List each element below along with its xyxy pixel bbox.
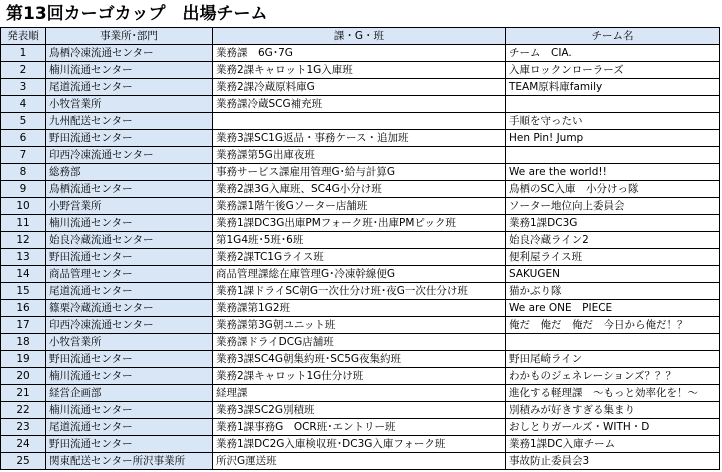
table-row <box>1 96 720 113</box>
order-cell: 3 <box>1 79 46 96</box>
office-cell: 野田流通センター <box>46 436 213 453</box>
office-cell: 尾道流通センター <box>46 283 213 300</box>
office-cell: 小牧営業所 <box>46 96 213 113</box>
header-section: 課・G・班 <box>213 28 506 45</box>
team-name-cell: 便利屋ライス班 <box>506 249 720 266</box>
table-row <box>1 385 720 402</box>
order-cell: 6 <box>1 130 46 147</box>
order-cell: 23 <box>1 419 46 436</box>
section-cell: 業務課 6G･7G <box>213 45 506 62</box>
order-cell: 1 <box>1 45 46 62</box>
table-header-row <box>1 28 720 45</box>
section-cell: 所沢G運送班 <box>213 453 506 470</box>
office-cell: 九州配送センター <box>46 113 213 130</box>
order-cell: 16 <box>1 300 46 317</box>
order-cell: 9 <box>1 181 46 198</box>
table-row <box>1 300 720 317</box>
section-cell: 業務課1階午後Gソーター店舗班 <box>213 198 506 215</box>
table-row <box>1 283 720 300</box>
order-cell: 25 <box>1 453 46 470</box>
section-cell: 業務2課キャロット1G仕分け班 <box>213 368 506 385</box>
order-cell: 8 <box>1 164 46 181</box>
team-name-cell: おしとりガールズ・WITH・D <box>506 419 720 436</box>
table-row <box>1 334 720 351</box>
team-name-cell: 手順を守ったい <box>506 113 720 130</box>
order-cell: 19 <box>1 351 46 368</box>
office-cell: 小野営業所 <box>46 198 213 215</box>
section-cell: 経理課 <box>213 385 506 402</box>
office-cell: 経営企画部 <box>46 385 213 402</box>
table-row <box>1 198 720 215</box>
order-cell: 5 <box>1 113 46 130</box>
office-cell: 関東配送センター所沢事業所 <box>46 453 213 470</box>
office-cell: 尾道流通センター <box>46 79 213 96</box>
team-name-cell: ソーター地位向上委員会 <box>506 198 720 215</box>
order-cell: 22 <box>1 402 46 419</box>
office-cell: 商品管理センター <box>46 266 213 283</box>
table-row <box>1 45 720 62</box>
header-team-name: チーム名 <box>506 28 720 45</box>
table-row <box>1 130 720 147</box>
section-cell: 業務2課キャロット1G入庫班 <box>213 62 506 79</box>
section-cell: 第1G4班･5班･6班 <box>213 232 506 249</box>
team-name-cell: 業務1課DC3G <box>506 215 720 232</box>
office-cell: 尾道流通センター <box>46 419 213 436</box>
office-cell: 楠川流通センター <box>46 62 213 79</box>
team-name-cell <box>506 96 720 113</box>
team-name-cell: 鳥栖のSC入庫 小分けっ隊 <box>506 181 720 198</box>
table-row <box>1 453 720 470</box>
section-cell: 事務サービス課雇用管理G･給与計算G <box>213 164 506 181</box>
team-name-cell: 野田尾崎ライン <box>506 351 720 368</box>
order-cell: 18 <box>1 334 46 351</box>
table-row <box>1 147 720 164</box>
office-cell: 楠川流通センター <box>46 215 213 232</box>
team-name-cell: SAKUGEN <box>506 266 720 283</box>
order-cell: 10 <box>1 198 46 215</box>
table-row <box>1 317 720 334</box>
team-name-cell <box>506 147 720 164</box>
section-cell: 業務1課事務G OCR班･エントリー班 <box>213 419 506 436</box>
section-cell: 業務3課SC2G別積班 <box>213 402 506 419</box>
order-cell: 12 <box>1 232 46 249</box>
office-cell: 印西冷凍流通センター <box>46 147 213 164</box>
section-cell: 業務1課ドライSC朝G一次仕分け班･夜G一次仕分け班 <box>213 283 506 300</box>
order-cell: 11 <box>1 215 46 232</box>
section-cell: 業務2課3G入庫班、SC4G小分け班 <box>213 181 506 198</box>
office-cell: 鳥栖流通センター <box>46 181 213 198</box>
section-cell: 業務課第3G朝ユニット班 <box>213 317 506 334</box>
team-name-cell: 事故防止委員会3 <box>506 453 720 470</box>
order-cell: 2 <box>1 62 46 79</box>
order-cell: 13 <box>1 249 46 266</box>
order-cell: 24 <box>1 436 46 453</box>
section-cell: 業務課ドライDCG店舗班 <box>213 334 506 351</box>
team-name-cell: 俺だ 俺だ 俺だ 今日から俺だ！？ <box>506 317 720 334</box>
team-name-cell: 別積みが好きすぎる集まり <box>506 402 720 419</box>
table-row <box>1 215 720 232</box>
order-cell: 4 <box>1 96 46 113</box>
office-cell: 野田流通センター <box>46 130 213 147</box>
section-cell: 業務3課SC1G返品・事務ケース・追加班 <box>213 130 506 147</box>
teams-table <box>0 27 720 470</box>
order-cell: 17 <box>1 317 46 334</box>
office-cell: 印西冷凍流通センター <box>46 317 213 334</box>
order-cell: 7 <box>1 147 46 164</box>
section-cell: 業務課第5G出庫夜班 <box>213 147 506 164</box>
order-cell: 14 <box>1 266 46 283</box>
table-row <box>1 266 720 283</box>
order-cell: 20 <box>1 368 46 385</box>
team-name-cell: We are the world!! <box>506 164 720 181</box>
office-cell: 楠川流通センター <box>46 402 213 419</box>
office-cell: 始良冷蔵流通センター <box>46 232 213 249</box>
table-row <box>1 249 720 266</box>
team-name-cell <box>506 334 720 351</box>
header-order: 発表順 <box>1 28 46 45</box>
section-cell: 業務2課冷蔵原料庫G <box>213 79 506 96</box>
table-row <box>1 164 720 181</box>
page-title: 第13回カーゴカップ 出場チーム <box>6 4 268 24</box>
office-cell: 篠栗冷蔵流通センター <box>46 300 213 317</box>
office-cell: 鳥栖冷凍流通センター <box>46 45 213 62</box>
team-name-cell: 猫かぶり隊 <box>506 283 720 300</box>
office-cell: 総務部 <box>46 164 213 181</box>
section-cell: 業務2課TC1Gライス班 <box>213 249 506 266</box>
section-cell: 業務1課DC3G出庫PMフォーク班･出庫PMピック班 <box>213 215 506 232</box>
team-name-cell: わかものジェネレーションズ？？？ <box>506 368 720 385</box>
team-name-cell: We are ONE PIECE <box>506 300 720 317</box>
table-row <box>1 368 720 385</box>
section-cell <box>213 113 506 130</box>
section-cell: 業務課第1G2班 <box>213 300 506 317</box>
office-cell: 野田流通センター <box>46 249 213 266</box>
team-name-cell: 入庫ロックンローラーズ <box>506 62 720 79</box>
table-row <box>1 62 720 79</box>
office-cell: 小牧営業所 <box>46 334 213 351</box>
section-cell: 業務課冷蔵SCG補充班 <box>213 96 506 113</box>
header-office: 事業所･部門 <box>46 28 213 45</box>
table-row <box>1 436 720 453</box>
table-row <box>1 419 720 436</box>
order-cell: 15 <box>1 283 46 300</box>
table-row <box>1 351 720 368</box>
team-name-cell: Hen Pin! Jump <box>506 130 720 147</box>
team-name-cell: 始良冷蔵ライン2 <box>506 232 720 249</box>
team-name-cell: チーム CIA. <box>506 45 720 62</box>
team-name-cell: 進化する軽理課 ～もっと効率化を！～ <box>506 385 720 402</box>
section-cell: 商品管理課総在庫管理G･冷凍幹線便G <box>213 266 506 283</box>
office-cell: 野田流通センター <box>46 351 213 368</box>
section-cell: 業務3課SC4G朝集約班･SC5G夜集約班 <box>213 351 506 368</box>
table-row <box>1 402 720 419</box>
table-row <box>1 232 720 249</box>
section-cell: 業務1課DC2G入庫検収班･DC3G入庫フォーク班 <box>213 436 506 453</box>
table-row <box>1 181 720 198</box>
table-row <box>1 113 720 130</box>
table-row <box>1 79 720 96</box>
team-name-cell: TEAM原料庫family <box>506 79 720 96</box>
order-cell: 21 <box>1 385 46 402</box>
office-cell: 楠川流通センター <box>46 368 213 385</box>
team-name-cell: 業務1課DC入庫チーム <box>506 436 720 453</box>
